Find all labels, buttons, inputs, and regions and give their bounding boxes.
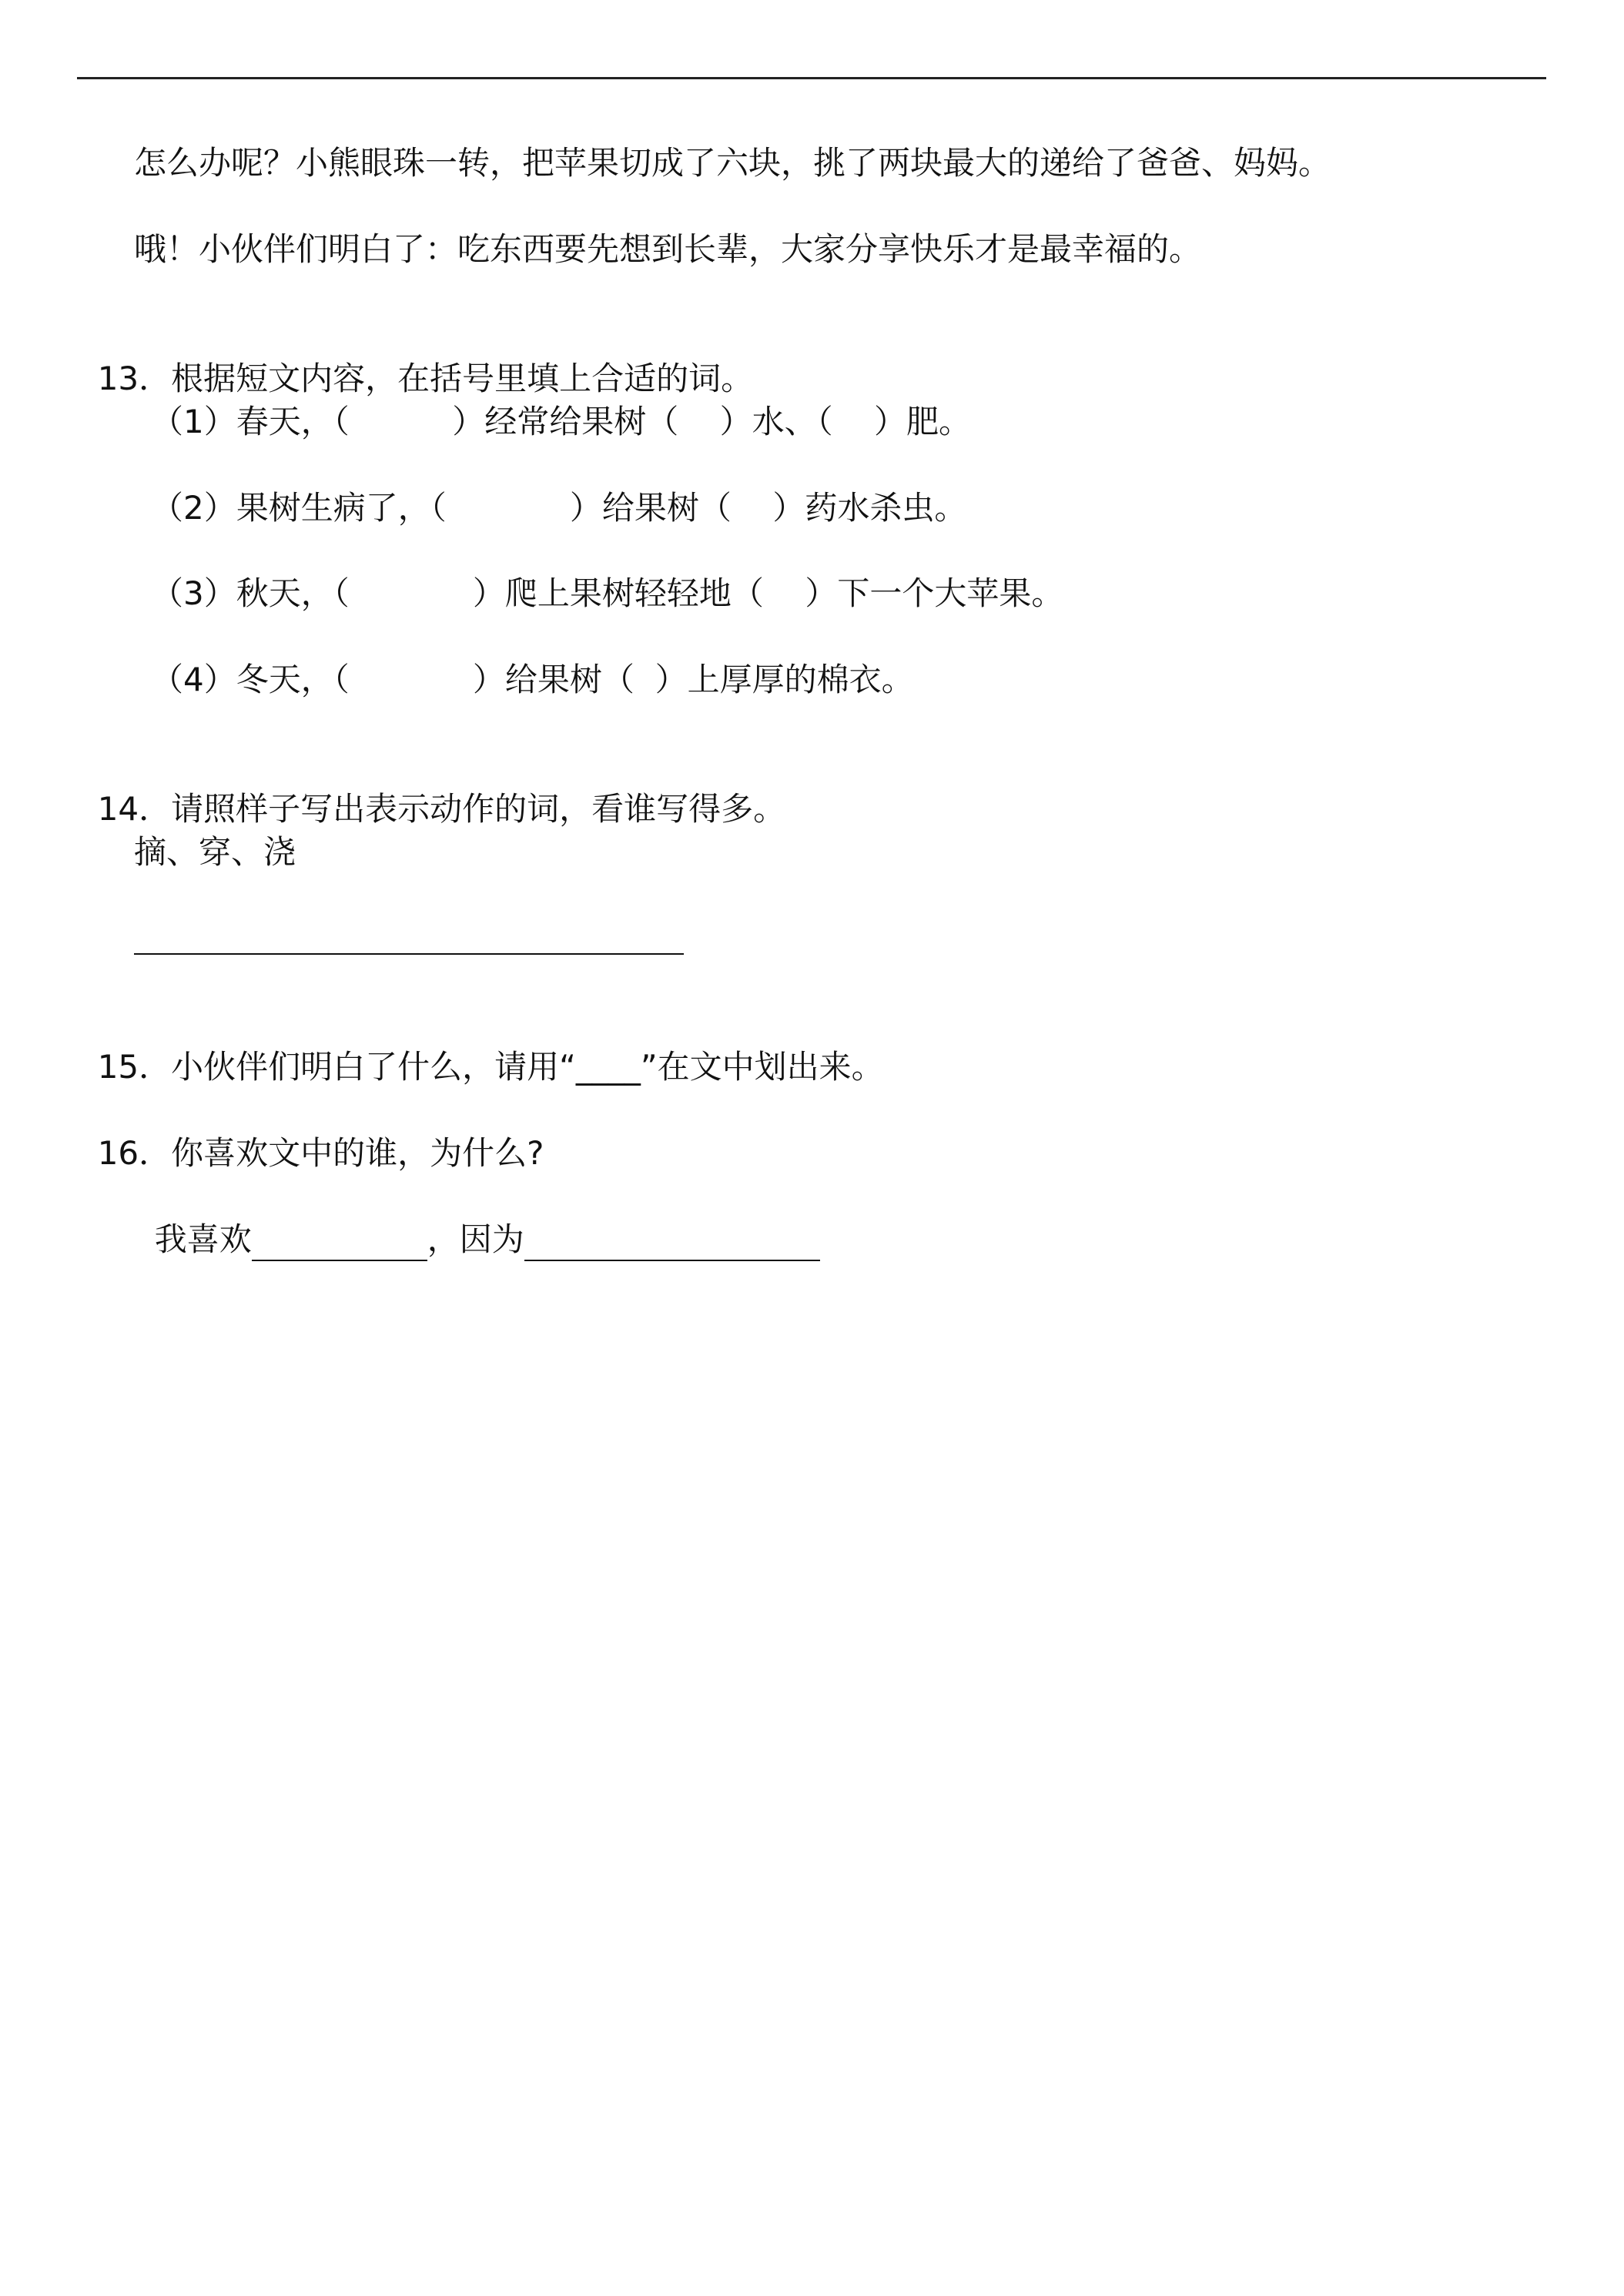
q16-answer-row <box>134 1175 820 1261</box>
answer-middle: ，因为 <box>427 1220 524 1258</box>
question-number: 15． <box>97 1048 172 1086</box>
question-prompt: 根据短文内容，在括号里填上合适的词。 <box>171 360 754 397</box>
answer-prefix: 我喜欢 <box>154 1220 252 1258</box>
question-number: 14． <box>97 790 172 828</box>
question-16 <box>77 1089 544 1175</box>
q13-item-2: （2）果树生病了，（ ）给果树（ ）药水杀虫。 <box>151 489 967 527</box>
q13-item-4: （4）冬天，（ ）给果树（ ）上厚厚的棉衣。 <box>151 661 914 698</box>
question-14 <box>77 745 785 831</box>
question-15 <box>77 1002 884 1089</box>
question-13 <box>77 314 753 400</box>
question-number: 16． <box>97 1134 172 1172</box>
passage-paragraph-1: 怎么办呢？小熊眼珠一转，把苹果切成了六块，挑了两块最大的递给了爸爸、妈妈。 <box>134 144 1331 182</box>
q14-example: 摘、穿、浇 <box>134 833 296 871</box>
question-prompt: 请照样子写出表示动作的词，看谁写得多。 <box>171 790 786 828</box>
q16-blank-who[interactable] <box>252 1224 427 1261</box>
q16-blank-why[interactable] <box>524 1224 820 1261</box>
q13-item-3: （3）秋天，（ ）爬上果树轻轻地（ ）下一个大苹果。 <box>151 574 1064 612</box>
q13-item-1: （1）春天，（ ）经常给果树（ ）水、（ ）肥。 <box>151 403 972 440</box>
passage-paragraph-2: 哦！小伙伴们明白了：吃东西要先想到长辈，大家分享快乐才是最幸福的。 <box>134 230 1202 268</box>
header-rule <box>77 77 1546 79</box>
question-prompt: 小伙伴们明白了什么，请用“____”在文中划出来。 <box>171 1048 884 1086</box>
question-number: 13． <box>97 360 172 397</box>
question-prompt: 你喜欢文中的谁，为什么? <box>171 1134 544 1172</box>
q14-answer-line[interactable] <box>134 953 684 955</box>
